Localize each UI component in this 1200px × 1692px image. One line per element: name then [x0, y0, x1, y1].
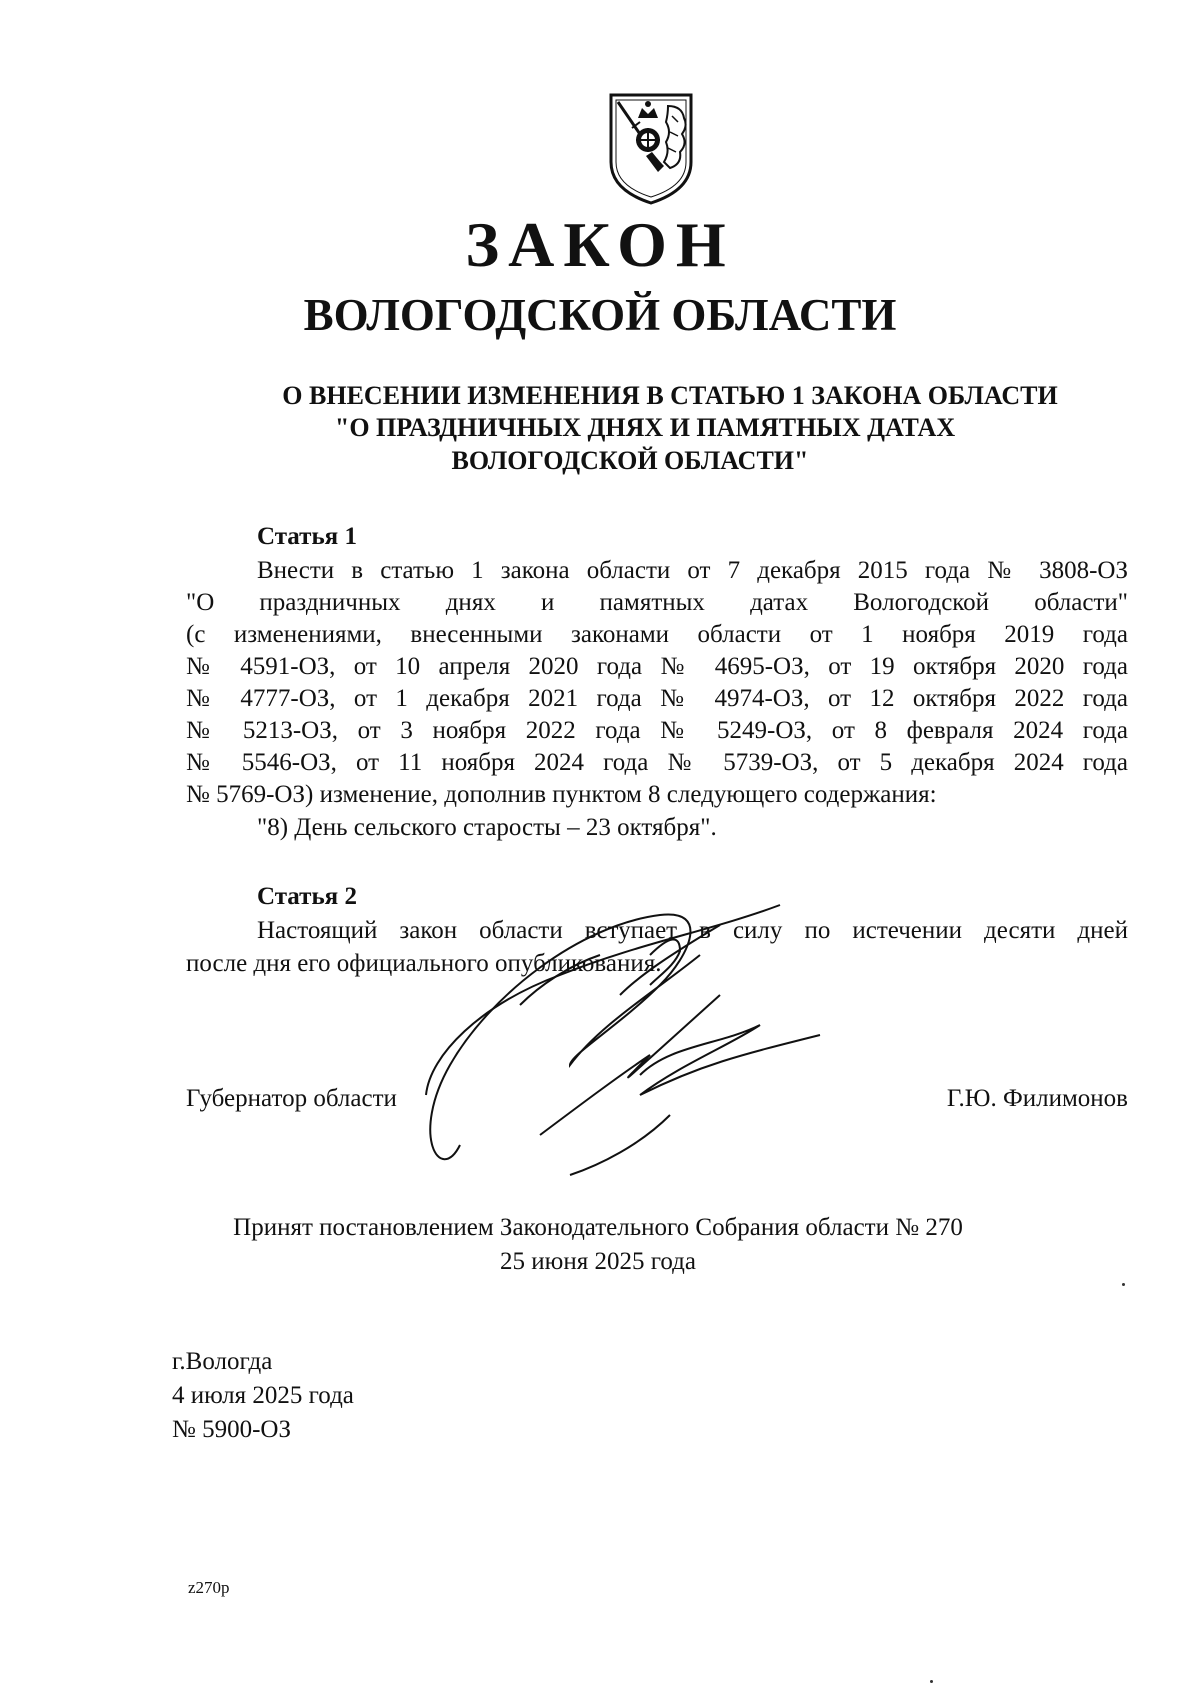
article-1-line: № 4591-ОЗ, от 10 апреля 2020 года № 4695-ОЗ, от 19 октября 2020 года [186, 653, 1128, 680]
article-1-line: (с изменениями, внесенными законами области от 1 ноября 2019 года [186, 621, 1128, 648]
scan-speck [1122, 1283, 1125, 1286]
law-subtitle-line: "О ПРАЗДНИЧНЫХ ДНЯХ И ПАМЯТНЫХ ДАТАХ [334, 413, 956, 442]
article-1-line: Внести в статью 1 закона области от 7 декабря 2015 года № 3808-ОЗ [257, 557, 1128, 584]
law-title: ЗАКОН [465, 209, 735, 280]
law-subtitle-line: ВОЛОГОДСКОЙ ОБЛАСТИ" [451, 446, 809, 475]
adoption-resolution: Принят постановлением Законодательного Собрания области № 270 [233, 1214, 963, 1241]
article-1-line: № 5213-ОЗ, от 3 ноября 2022 года № 5249-ОЗ, от 8 февраля 2024 года [186, 717, 1128, 744]
article-1-line: № 5546-ОЗ, от 11 ноября 2024 года № 5739-ОЗ, от 5 декабря 2024 года [186, 749, 1128, 776]
article-1-line: № 5769-ОЗ) изменение, дополнив пунктом 8 следующего содержания: [186, 781, 937, 808]
article-2-line: Настоящий закон области вступает в силу по истечении десяти дней [257, 917, 1128, 944]
coat-of-arms-icon [608, 92, 694, 206]
law-subtitle-line: О ВНЕСЕНИИ ИЗМЕНЕНИЯ В СТАТЬЮ 1 ЗАКОНА ОБЛАСТИ [282, 381, 1058, 410]
article-2-line: после дня его официального опубликования. [186, 950, 662, 977]
article-1-line: "О праздничных днях и памятных датах Вологодской области" [186, 589, 1128, 616]
law-number: № 5900-ОЗ [172, 1416, 292, 1443]
article-1-line: № 4777-ОЗ, от 1 декабря 2021 года № 4974-ОЗ, от 12 октября 2022 года [186, 685, 1128, 712]
article-2-heading: Статья 2 [257, 883, 357, 910]
region-title: ВОЛОГОДСКОЙ ОБЛАСТИ [303, 290, 897, 340]
governor-position: Губернатор области [186, 1085, 397, 1112]
signing-date: 4 июля 2025 года [172, 1382, 354, 1409]
place: г.Вологда [172, 1348, 273, 1375]
scan-speck [930, 1680, 933, 1683]
article-1-quote-line: "8) День сельского старосты – 23 октября". [257, 814, 717, 841]
handwritten-signature [420, 895, 940, 1195]
article-1-heading: Статья 1 [257, 523, 357, 550]
adoption-date: 25 июня 2025 года [500, 1248, 696, 1275]
governor-name: Г.Ю. Филимонов [946, 1085, 1128, 1112]
document-code: z270p [188, 1578, 230, 1597]
